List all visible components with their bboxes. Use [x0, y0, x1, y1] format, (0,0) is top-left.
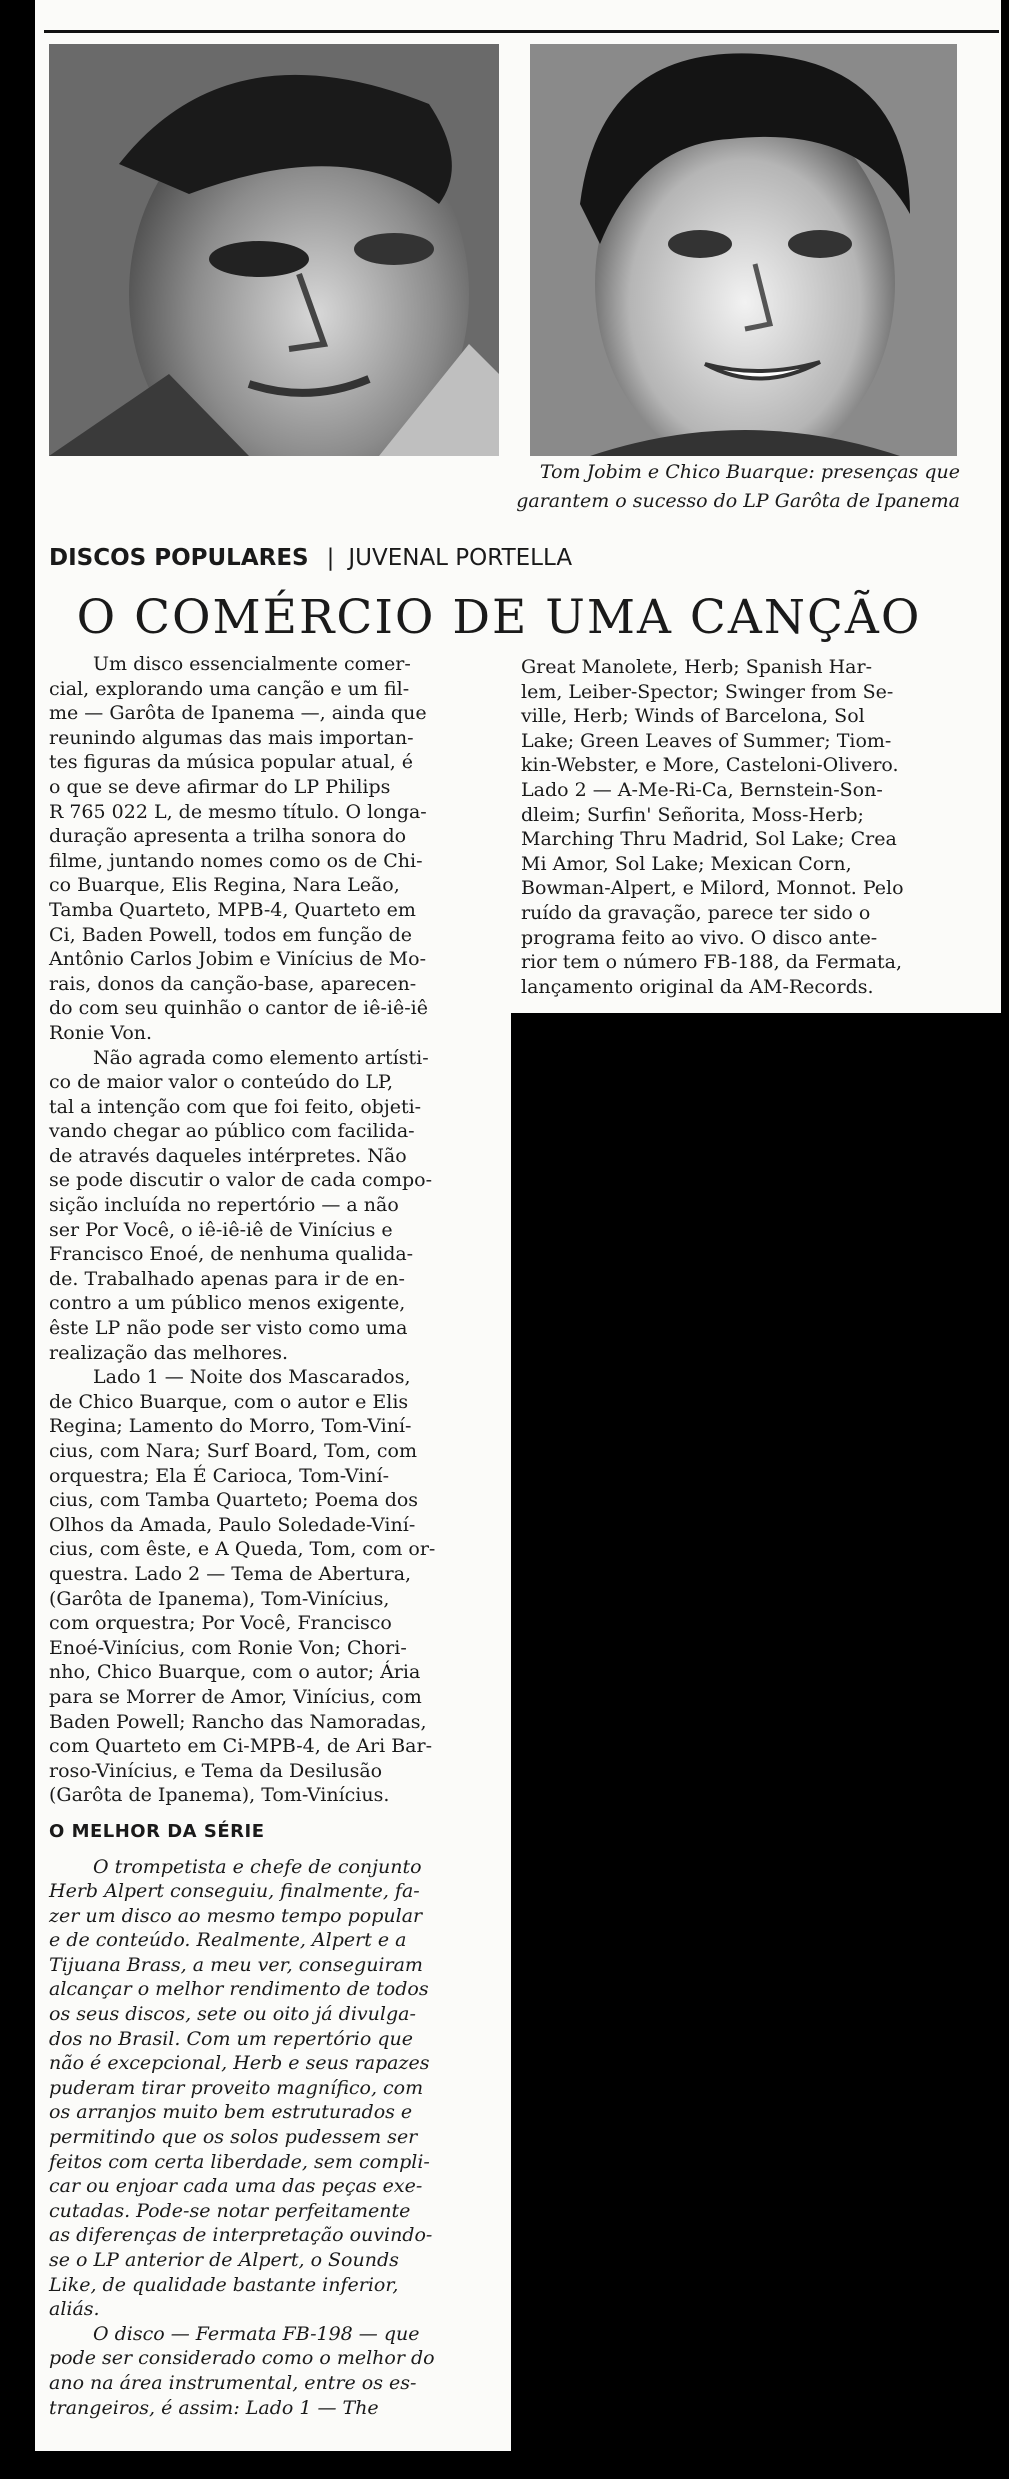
- article-line: Francisco Enoé, de nenhuma qualida-: [49, 1243, 414, 1266]
- article-line: R 765 022 L, de mesmo título. O longa-: [49, 800, 427, 823]
- article-line: realização das melhores.: [49, 1341, 289, 1364]
- photo-chico-buarque: [530, 44, 957, 456]
- article-line: cutadas. Pode-se notar perfeitamente: [49, 2199, 411, 2222]
- article-line: Ronie Von.: [49, 1021, 153, 1044]
- article-line: Marching Thru Madrid, Sol Lake; Crea: [521, 828, 897, 851]
- article-line: filme, juntando nomes como os de Chi-: [49, 849, 423, 872]
- article-line: O disco — Fermata FB-198 — que: [93, 2322, 420, 2345]
- article-line: Tijuana Brass, a meu ver, conseguiram: [49, 1953, 423, 1976]
- article-headline: O COMÉRCIO DE UMA CANÇÃO: [76, 590, 922, 645]
- article-line: contro a um público menos exigente,: [49, 1292, 406, 1315]
- article-line: zer um disco ao mesmo tempo popular: [49, 1904, 423, 1927]
- article-line: com Quarteto em Ci-MPB-4, de Ari Bar-: [49, 1735, 432, 1758]
- article-line: Ci, Baden Powell, todos em função de: [49, 923, 412, 946]
- article-line: reunindo algumas das mais importan-: [49, 726, 414, 749]
- article-line: Lado 1 — Noite dos Mascarados,: [93, 1366, 411, 1389]
- top-rule: [44, 30, 999, 33]
- article-line: Baden Powell; Rancho das Namoradas,: [49, 1710, 427, 1733]
- article-line: questra. Lado 2 — Tema de Abertura,: [49, 1562, 412, 1585]
- article-line: duração apresenta a trilha sonora do: [49, 825, 407, 848]
- article-line: permitindo que os solos pudessem ser: [49, 2126, 418, 2149]
- article-line: aliás.: [49, 2298, 100, 2321]
- article-line: feitos com certa liberdade, sem compli-: [49, 2150, 430, 2173]
- caption-line: Tom Jobim e Chico Buarque: presenças que: [539, 461, 960, 483]
- article-line: de. Trabalhado apenas para ir de en-: [49, 1267, 405, 1290]
- article-line: cial, explorando uma canção e um fil-: [49, 677, 410, 700]
- article-line: os arranjos muito bem estruturados e: [49, 2101, 413, 2124]
- article-line: kin-Webster, e More, Casteloni-Olivero.: [521, 754, 899, 777]
- article-line: Lake; Green Leaves of Summer; Tiom-: [521, 729, 892, 752]
- article-line: orquestra; Ela É Carioca, Tom-Viní-: [49, 1464, 390, 1487]
- article-line: vando chegar ao público com facilida-: [49, 1120, 415, 1143]
- article-line: rior tem o número FB-188, da Fermata,: [521, 951, 903, 974]
- article-line: êste LP não pode ser visto como uma: [49, 1317, 408, 1340]
- article-line: as diferenças de interpretação ouvindo-: [49, 2224, 433, 2247]
- article-column-1: [49, 652, 489, 2420]
- article-line: me — Garôta de Ipanema —, ainda que: [49, 702, 427, 725]
- article-line: de através daqueles intérpretes. Não: [49, 1144, 407, 1167]
- article-line: puderam tirar proveito magnífico, com: [49, 2076, 424, 2099]
- article-line: nho, Chico Buarque, com o autor; Ária: [49, 1661, 421, 1684]
- article-line: Olhos da Amada, Paulo Soledade-Viní-: [49, 1513, 416, 1536]
- article-line: Regina; Lamento do Morro, Tom-Viní-: [49, 1415, 412, 1438]
- article-line: de Chico Buarque, com o autor e Elis: [49, 1390, 409, 1413]
- article-line: co de maior valor o conteúdo do LP,: [49, 1071, 394, 1094]
- article-line: lem, Leiber-Spector; Swinger from Se-: [521, 680, 894, 703]
- article-line: o que se deve afirmar do LP Philips: [49, 775, 391, 798]
- article-line: rais, donos da canção-base, aparecen-: [49, 972, 417, 995]
- article-line: programa feito ao vivo. O disco ante-: [521, 926, 878, 949]
- article-line: Mi Amor, Sol Lake; Mexican Corn,: [521, 852, 852, 875]
- article-line: O trompetista e chefe de conjunto: [93, 1855, 422, 1878]
- article-line: não é excepcional, Herb e seus rapazes: [49, 2052, 430, 2075]
- article-line: cius, com Tamba Quarteto; Poema dos: [49, 1489, 419, 1512]
- section-kicker: DISCOS POPULARES: [49, 545, 309, 571]
- article-line: dleim; Surfin' Señorita, Moss-Herb;: [521, 803, 864, 826]
- article-line: tal a intenção com que foi feito, objeti-: [49, 1095, 422, 1118]
- byline-author: JUVENAL PORTELLA: [348, 545, 573, 571]
- article-line: Like, de qualidade bastante inferior,: [49, 2273, 399, 2296]
- article-line: Great Manolete, Herb; Spanish Har-: [521, 656, 872, 678]
- article-line: ano na área instrumental, entre os es-: [49, 2371, 417, 2394]
- subheading: O MELHOR DA SÉRIE: [49, 1820, 265, 1842]
- article-line: co Buarque, Elis Regina, Nara Leão,: [49, 874, 400, 897]
- article-line: Um disco essencialmente comer-: [93, 653, 411, 675]
- article-line: e de conteúdo. Realmente, Alpert e a: [49, 1929, 407, 1952]
- article-line: ruído da gravação, parece ter sido o: [521, 901, 871, 924]
- article-line: ville, Herb; Winds of Barcelona, Sol: [521, 705, 865, 728]
- caption-line: garantem o sucesso do LP Garôta de Ipanema: [516, 490, 960, 512]
- article-line: do com seu quinhão o cantor de iê-iê-iê: [49, 997, 428, 1020]
- article-line: (Garôta de Ipanema), Tom-Vinícius,: [49, 1587, 390, 1610]
- article-line: roso-Vinícius, e Tema da Desilusão: [49, 1759, 383, 1782]
- article-line: se o LP anterior de Alpert, o Sounds: [49, 2249, 399, 2271]
- article-line: Tamba Quarteto, MPB-4, Quarteto em: [49, 898, 416, 921]
- article-line: tes figuras da música popular atual, é: [49, 751, 414, 774]
- article-line: Herb Alpert conseguiu, finalmente, fa-: [49, 1880, 420, 1903]
- article-line: Não agrada como elemento artísti-: [93, 1046, 429, 1069]
- article-line: Enoé-Vinícius, com Ronie Von; Chori-: [49, 1636, 407, 1659]
- article-line: (Garôta de Ipanema), Tom-Vinícius.: [49, 1784, 390, 1807]
- article-line: cius, com Nara; Surf Board, Tom, com: [49, 1440, 418, 1462]
- article-line: os seus discos, sete ou oito já divulga-: [49, 2003, 416, 2026]
- photo-caption: [380, 458, 960, 516]
- article-line: dos no Brasil. Com um repertório que: [49, 2027, 413, 2050]
- article-line: car ou enjoar cada uma das peças exe-: [49, 2175, 423, 2198]
- article-line: sição incluída no repertório — a não: [49, 1194, 399, 1217]
- article-line: se pode discutir o valor de cada compo-: [49, 1169, 433, 1192]
- article-line: Bowman-Alpert, e Milord, Monnot. Pelo: [521, 877, 904, 900]
- article-column-2: [521, 655, 961, 999]
- article-line: alcançar o melhor rendimento de todos: [49, 1978, 429, 2001]
- article-line: trangeiros, é assim: Lado 1 — The: [49, 2396, 379, 2419]
- article-line: cius, com êste, e A Queda, Tom, com or-: [49, 1538, 436, 1561]
- section-header: [49, 538, 749, 578]
- article-line: pode ser considerado como o melhor do: [49, 2347, 435, 2370]
- article-line: para se Morrer de Amor, Vinícius, com: [49, 1685, 422, 1708]
- article-line: Lado 2 — A-Me-Ri-Ca, Bernstein-Son-: [521, 778, 883, 801]
- article-line: ser Por Você, o iê-iê-iê de Vinícius e: [49, 1218, 393, 1241]
- article-line: Antônio Carlos Jobim e Vinícius de Mo-: [49, 948, 426, 971]
- article-line: lançamento original da AM-Records.: [521, 975, 874, 998]
- photo-tom-jobim: [49, 44, 499, 456]
- section-separator: |: [326, 545, 335, 571]
- article-line: com orquestra; Por Você, Francisco: [49, 1612, 392, 1635]
